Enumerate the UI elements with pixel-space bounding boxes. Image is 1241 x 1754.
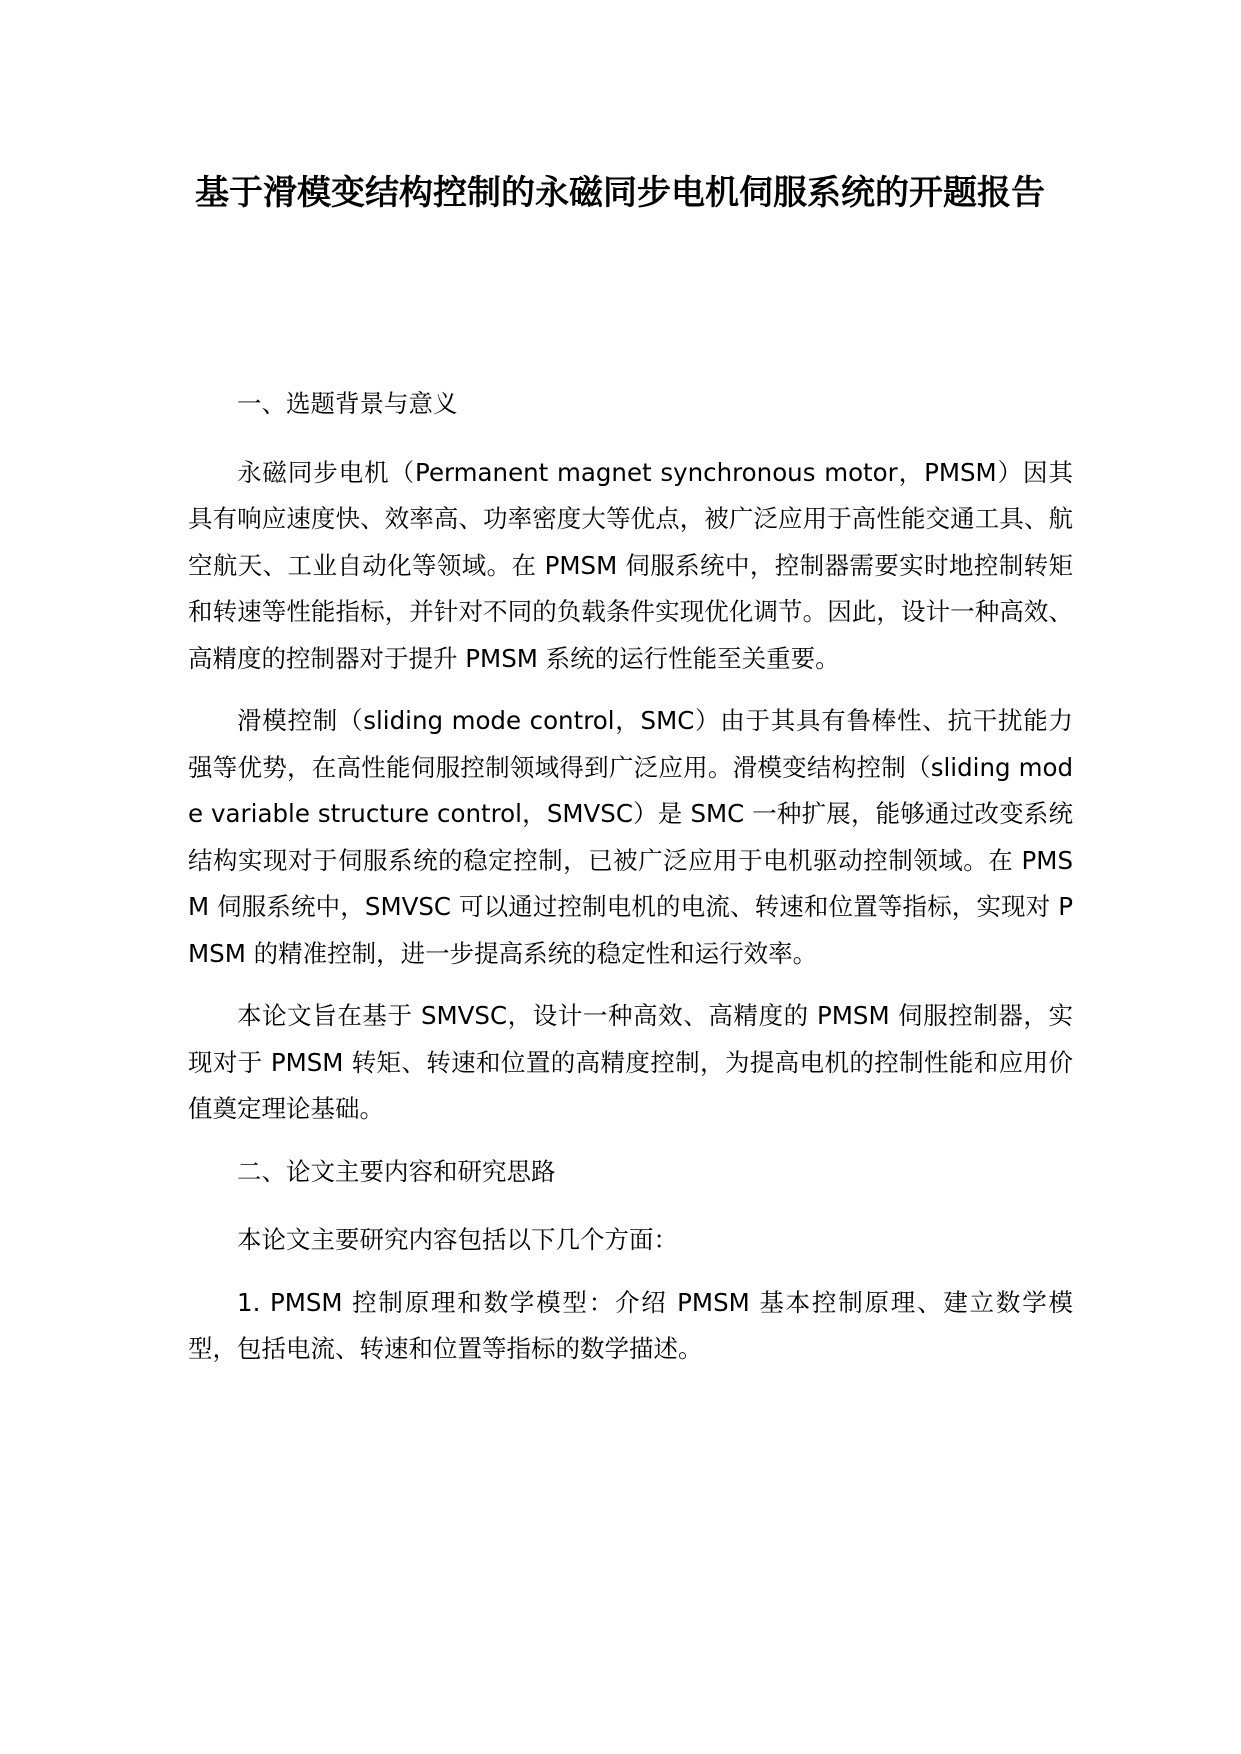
list-item-1: 1. PMSM 控制原理和数学模型：介绍 PMSM 基本控制原理、建立数学模型，包括电流、转速和位置等指标的数学描述。: [188, 1287, 1073, 1363]
paragraph-content-lead: 本论文主要研究内容包括以下几个方面：: [237, 1225, 678, 1254]
section-heading-content: 二、论文主要内容和研究思路: [237, 1156, 556, 1186]
paragraph-smc-intro: 滑模控制（sliding mode control，SMC）由于其具有鲁棒性、抗干扰能力强等优势，在高性能伺服控制领域得到广泛应用。滑模变结构控制（sliding mode variable structure control，SMVSC）是 SMC 一种扩展，能够通过改变系统结构实现对于伺服系统的稳定控制，已被广泛应用于电机驱动控制领域。在 PMSM 伺服系统中，SMVSC 可以通过控制电机的电流、转速和位置等指标，实现对 PMSM 的精准控制，进一步提高系统的稳定性和运行效率。: [188, 706, 1073, 968]
document-title: 基于滑模变结构控制的永磁同步电机伺服系统的开题报告: [195, 173, 1045, 213]
document-body: [188, 381, 1073, 1389]
paragraph-pmsm-intro: 永磁同步电机（Permanent magnet synchronous motor，PMSM）因其具有响应速度快、效率高、功率密度大等优点，被广泛应用于高性能交通工具、航空航天、工业自动化等领域。在 PMSM 伺服系统中，控制器需要实时地控制转矩和转速等性能指标，并针对不同的负载条件实现优化调节。因此，设计一种高效、高精度的控制器对于提升 PMSM 系统的运行性能至关重要。: [188, 457, 1073, 673]
paragraph-thesis-aim: 本论文旨在基于 SMVSC，设计一种高效、高精度的 PMSM 伺服控制器，实现对于 PMSM 转矩、转速和位置的高精度控制，为提高电机的控制性能和应用价值奠定理论基础。: [188, 1001, 1073, 1123]
section-heading-background: 一、选题背景与意义: [237, 389, 458, 418]
